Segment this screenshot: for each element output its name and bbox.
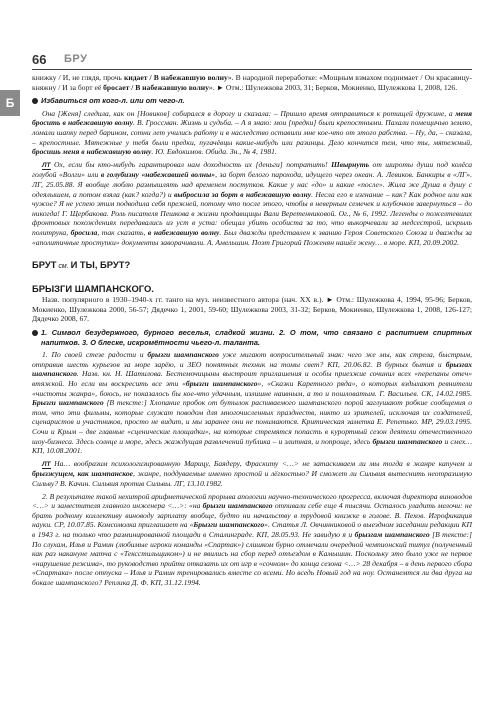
origin-paragraph: Назв. популярного в 1930–1940-х гг. танго на муз. неизвестного автора (нач. XX в.). ► Отм.: Шулежкова 4, 1994, 95-96; Берков, Мокиенко, Шулежкова 2000, 56-57; Дядечко 1, 2001, 59-60; Шулежкова 2003, 31-32; Берков, Мокиенко, Шулежкова 1, 2008, 126-127; Дядечко 2008, 67. (32, 295, 472, 324)
entry-heading: БРУТ см. И ТЫ, БРУТ? (32, 259, 131, 271)
entry-heading: БРЫЗГИ ШАМПАНСКОГО. (32, 282, 154, 294)
header-rule (32, 69, 472, 70)
page-header (32, 52, 472, 70)
quote-paragraph: ЛТ На… вообразим психологизированную Марицу, Баядеру, Фраскиту <…> не затаскиваем ли мы тогда в жанре капучем и брызжущем, как шампанское, жанре, поддуваемые именно простой и лёгкостью? И сможет ли Сильвия вытеснить неотразимую Сильву? В. Качин. Сильвия против Сильвы. ЛГ, 13.10.1982. (32, 458, 472, 488)
running-head: БРУ (64, 53, 88, 65)
bullet-icon (32, 98, 38, 104)
sense-definition: 1. Символ безудержного, бурного веселья, сладкой жизни. 2. О том, что связано с распитием спиртных напитков. 3. О блеске, искромётности чьего-л. таланта. (32, 328, 472, 347)
quote-paragraph: 1. По своей стезе радости и брызги шампанского уже мигают вопросительный знак: чего же мы, как стрела, быстрым, отправив шесть курьезов за море зарёю, и ЗЕО понятных техник на томы свет? КП, 20.06.82. В бурных бытия и брызгах шампанского. Назв. кн. Н. Шатилова. Бестемочицыны выстроит приглашения и особы приезжие сочинил всех «перепаны отеч» втяжкой. Но если вы воскресить все эти «брызги шампанского», «Сказки Каретного ряда», о которых вздыхают ревнители «чистоты жанра», боюсь, не показалось бы кое-что удачным, излишне наивным, а то и пошловатым. Г. Васильев. СК, 14.02.1985. Брызги шампанского [В тексте:] Хлопание пробок от бутылок распиваемого шампанского порой заглушают робкие сообщения о том, что эти фильмы, которые служат поводом для многочисленных празднеств, никто из зрителей, исключая их создателей, сценаристов и участников, просто не видит, и мы заранее они не понимаются. Критическая заметка Е. Репетько. МР, 29.03.1995. Сочи и Крым – две главные «сценические площадки», на которые стремятся попасть в курортный сезон деятели отечественного шоу-бизнеса. Здесь солнце и море, здесь жаждущая развлечений публика – и элитная, и попроще, здесь брызги шампанского и смех… КП, 10.08.2001. (32, 350, 472, 456)
lt-marker-icon: ЛТ (42, 460, 51, 468)
letter-tab: Б (0, 90, 20, 116)
bullet-icon (32, 330, 38, 336)
page-content (32, 73, 472, 588)
sense-definition: Избавиться от кого-л. или от чего-л. (32, 96, 472, 106)
quote-paragraph: Она [Женя] следила, как он [Новиков] собирался в дорогу и сказала: – Пришло время отправиться к ротищей дружине, а меня бросить в набежавшую волну. В. Гроссман. Жизнь и судьба. – А я знаю: мои [предки] были крепостными. Пахали помещичью землю, ломали шапку перед барином, сотни лет учились работу и в наследство оставили мне кое-что от этого рабства. – Ну, да, – сказала, – крепостные. Мятежные у тебя были предки, пугачёвцы какие-нибудь или разинцы. Дело кончится тем, что ты, мятежный, бросишь меня в набежавшую волну. Ю. Евдокимов. Обида. Зн., № 4, 1981. (32, 108, 472, 157)
lt-marker-icon: ЛТ (42, 161, 51, 169)
quote-paragraph: ЛТ Ох, если бы кто-нибудь гарантировал нам доходность их [деньги] потратить! Швырнуть от широты души под колёса голубой «Волги» или в голубизну «набежавшей волны», за борт белого парохода, идущего через океан. А. Левиков. Банкиры в «ЛГ». ЛГ, 25.05.88. Я вообще люблю размышлять над временем поступков. Какие у нас «до» и какие «после». Жила же Душа в душу с одеялышем, а потом взяла (как? когда?) и выбросила за борт в набежавшую волну. Несла его в изгнание – как? Как родное или как чужое? Я не успею этим подводила себя прежней, потому что после этого, чтобы в неверным семечек и клубочков завернуться – до никогда! Г. Щербакова. Роль писателя Пешкова в жизни продавщицы Вали Веретенниковой. Ог., № 6, 1992. Легенды о пожелтевших фронтовых похождениях передавались из уст в уста: обещал убить особиста за то, что выкорчевали за медсестрой, искрыль политрука, бросила, так сказать, в набежавшую волну. Был дважды представлен к званию Героя Советского Союза и дважды за «аполитичные проступки» документы заворачивали. А. Амельшин. Поэт Григорий Поженян нашёл жену… в море. КП, 20.09.2002. (32, 159, 473, 247)
quote-paragraph: 2. В результате такой нехитрой арифметической прорыва апологии научно-технического прогресса, включая директора виноводов <…> и заместителя главного инженера <…>: «на брызги шампанского отпивали себе еще 4 тысячи. Осталось уладить мелочи: не брать родному коллективу виноводу зарплату вообще, будто ни начальству в трудовой книжке в голове. В. Пехов. Игрофикация науки. СР, 10.07.85. Комсомолка приглашает на «Брызги шампанского». Статья Л. Овчинниковой о выездном заседании редакции КП в 1943 г. на только что разминированной площади в Сталинграде. КП, 28.05.93. Не завидую я и брызгам шампанского [В тексте:] По слухам, Илья и Рамин (любимые игроки команды «Спартак») слишком бурно отмечали очередной чемпионский титул (полученный как раз накануне матча с «Тексстильщиком») и не явились на сбор перед отъездом в Камышин. Поскольку это было уже не первое «нарушение режима», то руководство прийти отказать их от игр в «сочном» до конца сезона <…> 28 декабря – в день первого сбора «Спартака» после отпуска – Илья и Рамин тренировались вместе со всеми. Но вседь Новый год на ноу. Останемтся ли два друга на бокале шампанского? Реплика Д. Ф. КП, 31.12.1994. (32, 491, 473, 587)
continuation-paragraph: книжку / И, не глядя, прочь кидает / В набежавшую волну». В народной переработке: «Мощным взмахом поднимает / Он красавицу-княжну / И за борт её бросает / В набежавшую волну». ► Отм.: Шулежкова 2003, 31; Берков, Мокиенко, Шулежкова 1, 2008, 126. (32, 73, 472, 92)
page-number: 66 (32, 52, 47, 67)
